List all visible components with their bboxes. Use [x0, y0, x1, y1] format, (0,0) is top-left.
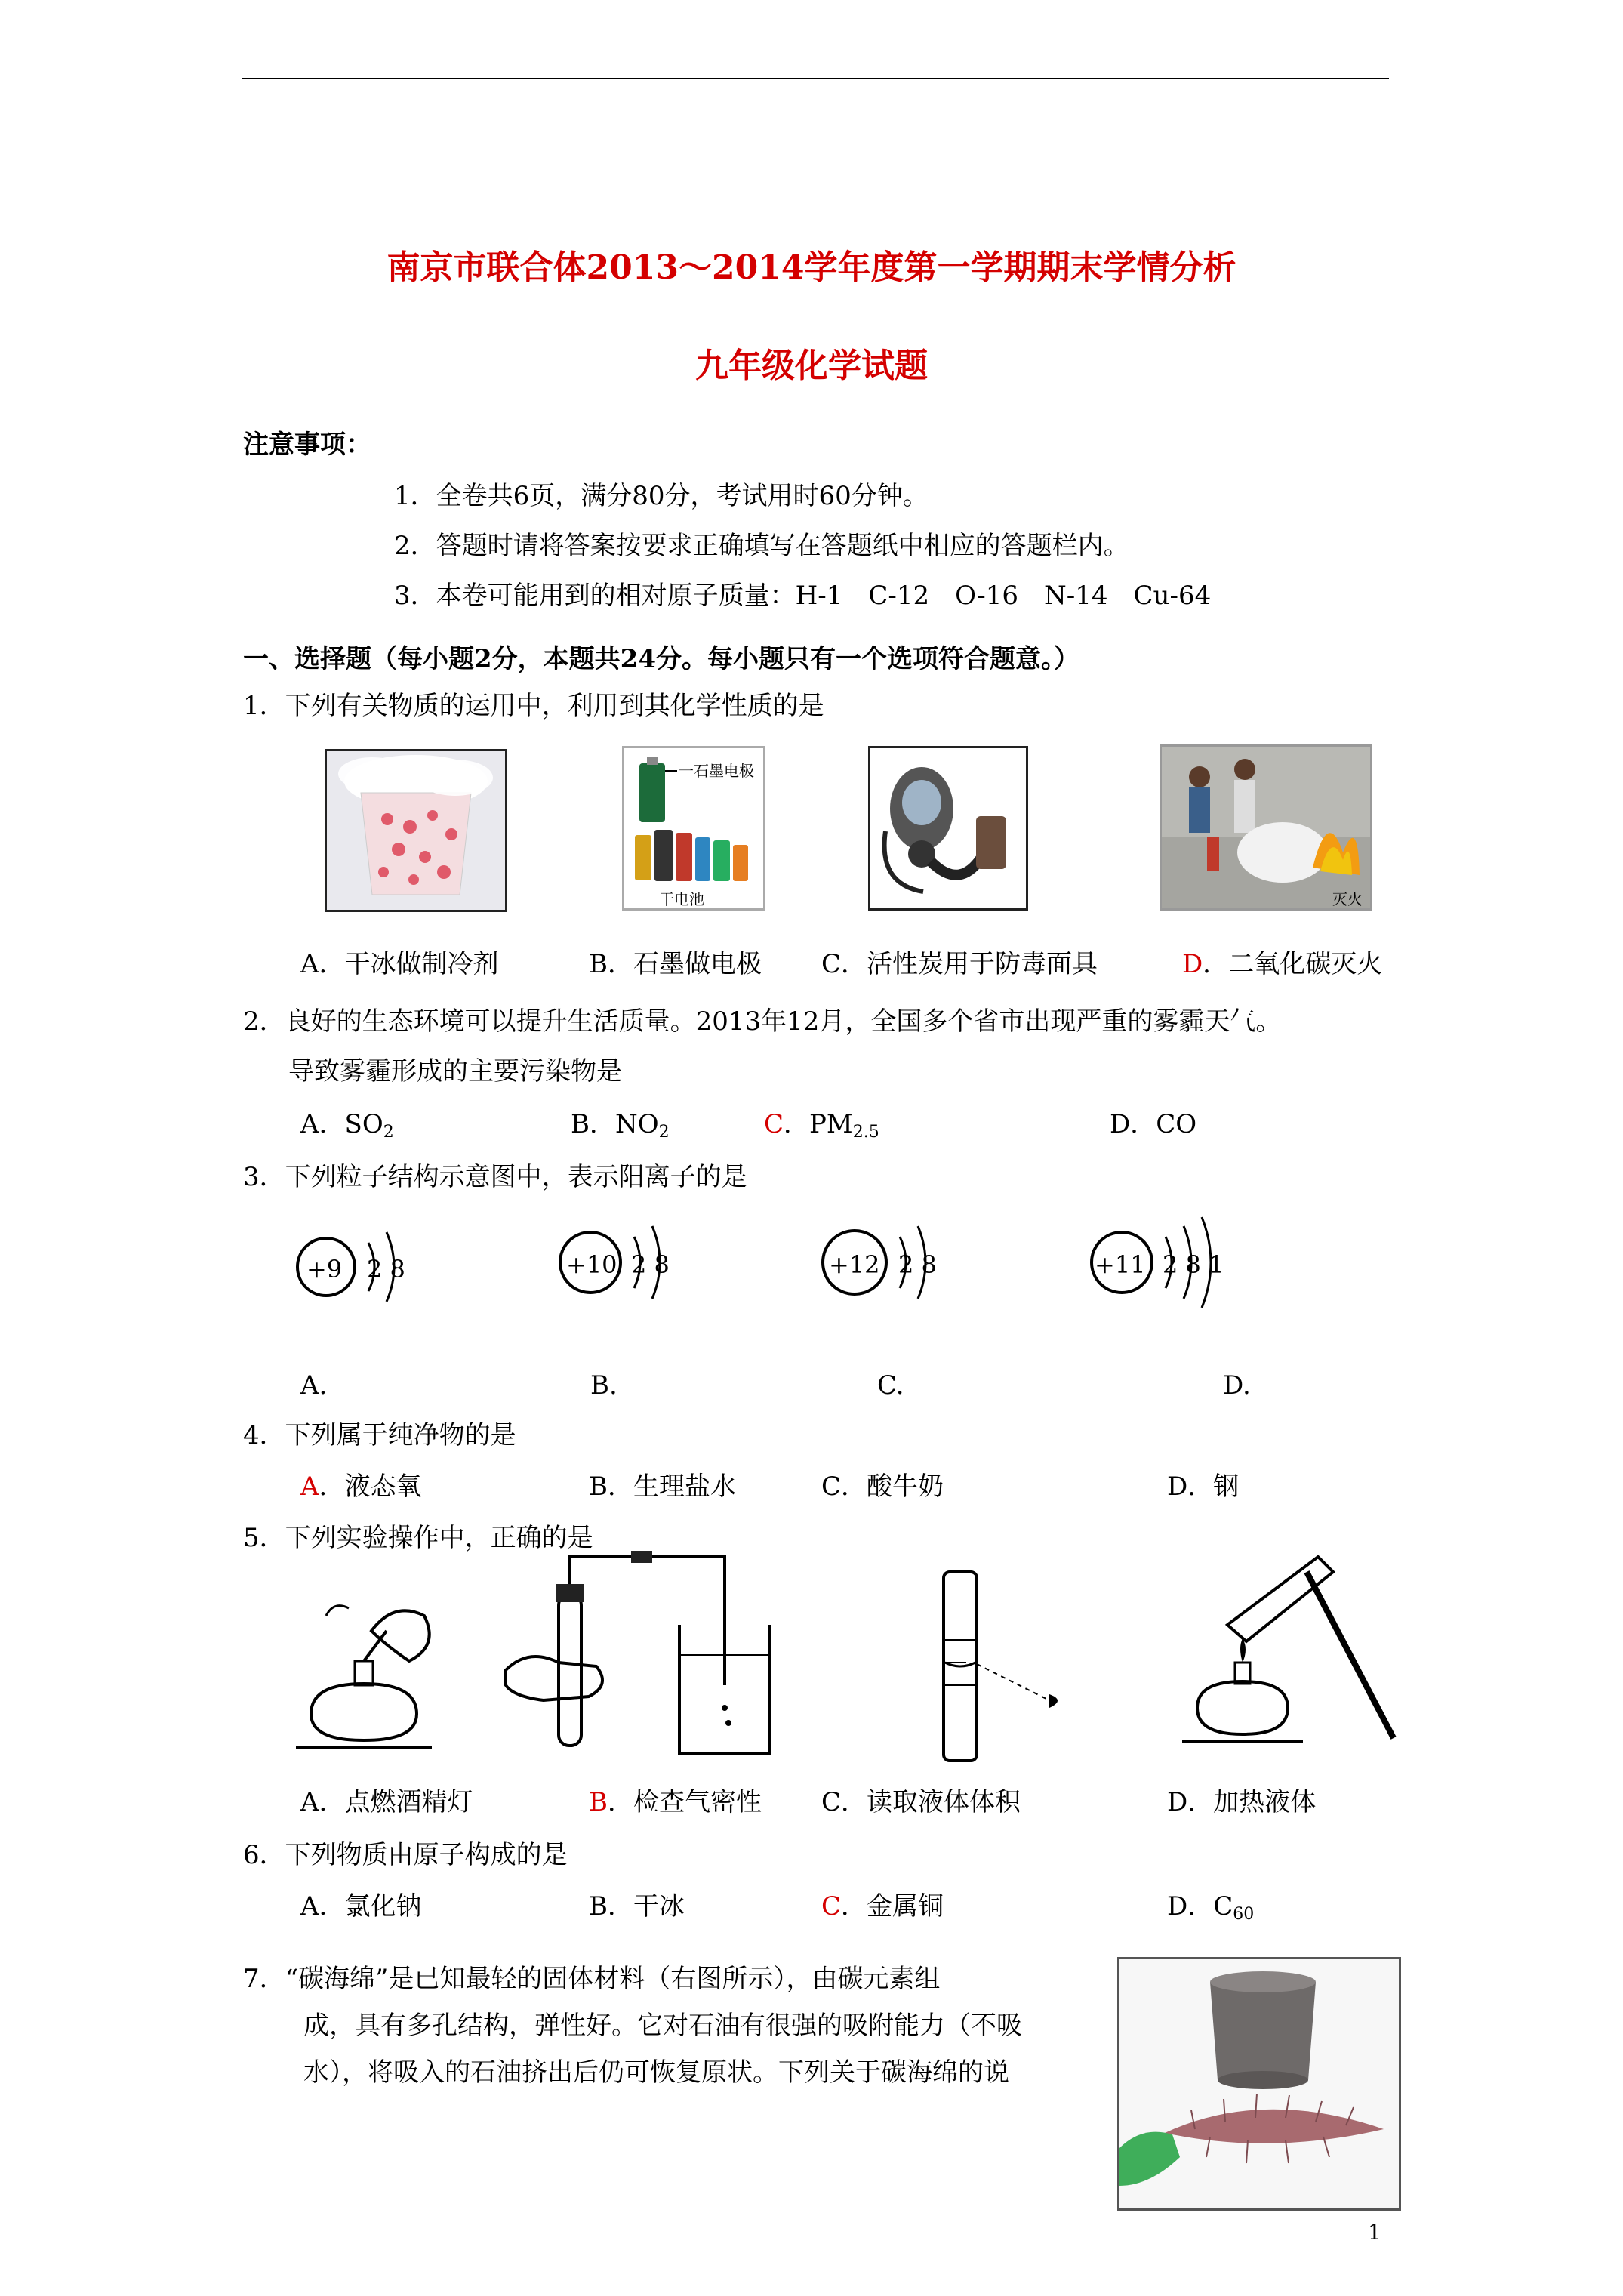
q4-option-b-letter: B	[589, 1472, 608, 1502]
section-heading: 一、选择题（每小题2分，本题共24分。每小题只有一个选项符合题意。）	[243, 644, 1079, 674]
q6-option-a-letter: A	[300, 1891, 319, 1922]
q4-option-b-text: ．生理盐水	[608, 1472, 736, 1502]
atom-b-nucleus: +10	[566, 1250, 617, 1279]
q1-option-d-letter: D	[1182, 949, 1203, 979]
q5-option-a-text: ．点燃酒精灯	[319, 1787, 473, 1817]
q3-label-d: D.	[1223, 1370, 1251, 1401]
q5-option-d	[1167, 1789, 1316, 1815]
q3-stem: 3．下列粒子结构示意图中，表示阳离子的是	[243, 1162, 747, 1192]
q7-line1: 7．“碳海绵”是已知最轻的固体材料（右图所示），由碳元素组	[243, 1964, 941, 1994]
q2-option-b-letter: B	[571, 1109, 590, 1139]
q6-option-d-sub: 60	[1233, 1905, 1255, 1924]
q5-option-c-text: ．读取液体体积	[841, 1787, 1021, 1817]
q1-option-d	[1182, 951, 1382, 977]
q1-option-b	[589, 951, 762, 977]
page-subtitle: 九年级化学试题	[695, 347, 928, 385]
q1-option-b-text: ．石墨做电极	[608, 949, 762, 979]
q2-option-d-text: ．CO	[1130, 1109, 1197, 1139]
read-volume-image	[898, 1564, 1087, 1768]
q6-option-c	[821, 1891, 944, 1922]
q1-option-c-letter: C	[821, 949, 842, 979]
q2-option-a-sub: 2	[383, 1123, 394, 1142]
q2-option-b-text: ．NO	[590, 1109, 659, 1139]
q1-option-a-letter: A	[300, 949, 319, 979]
q5-option-d-letter: D	[1167, 1787, 1188, 1817]
q1-option-c-text: ．活性炭用于防毒面具	[841, 949, 1098, 979]
q6-option-d-letter: D	[1167, 1891, 1188, 1922]
q1-option-c	[821, 951, 1098, 977]
battery-label: 干电池	[659, 890, 704, 908]
q4-option-d-letter: D	[1167, 1472, 1188, 1502]
q2-option-a-letter: A	[300, 1109, 319, 1139]
q3-label-a: A.	[300, 1370, 328, 1401]
atom-diagram-c	[809, 1207, 975, 1327]
q5-stem: 5．下列实验操作中，正确的是	[243, 1523, 593, 1553]
q4-option-a	[300, 1472, 422, 1502]
q1-stem: 1．下列有关物质的运用中，利用到其化学性质的是	[243, 691, 824, 721]
q6-option-c-letter: C	[821, 1891, 842, 1922]
q4-option-a-text: ．液态氧	[319, 1472, 422, 1502]
atom-d-shells: 2 8 1	[1163, 1250, 1224, 1279]
atom-b-shells: 2 8	[631, 1250, 670, 1279]
page-title: 南京市联合体2013～2014学年度第一学期期末学情分析	[387, 248, 1236, 287]
q4-option-b	[589, 1472, 736, 1502]
graphite-label: 一石墨电极	[679, 762, 754, 780]
q2-option-c-letter: C	[764, 1109, 784, 1139]
q2-option-c-text: ．PM	[784, 1109, 853, 1139]
gas-mask-image	[868, 746, 1028, 911]
q7-line3: 水），将吸入的石油挤出后仍可恢复原状。下列关于碳海绵的说	[303, 2057, 1009, 2088]
note-item-1: 1．全卷共6页，满分80分，考试用时60分钟。	[394, 481, 929, 511]
q5-option-b-letter: B	[589, 1787, 608, 1817]
q5-option-d-text: ．加热液体	[1187, 1787, 1317, 1817]
q6-option-b-text: ．干冰	[608, 1891, 685, 1922]
note-item-3: 3．本卷可能用到的相对原子质量：H-1 C-12 O-16 N-14 Cu-64	[394, 581, 1212, 611]
atom-diagram-a	[287, 1207, 438, 1327]
graphite-battery-image	[622, 746, 765, 911]
alcohol-lamp-lighting-image	[281, 1601, 454, 1759]
atom-a-shells: 2 8	[367, 1255, 405, 1284]
notes-heading: 注意事项：	[243, 430, 371, 460]
q6-option-a-text: ．氯化钠	[319, 1891, 422, 1922]
q5-option-c-letter: C	[821, 1787, 842, 1817]
q2-option-a	[300, 1111, 394, 1141]
q4-option-d-text: ．钢	[1187, 1472, 1240, 1502]
atom-a-nucleus: +9	[306, 1255, 343, 1284]
fire-extinguish-image	[1160, 744, 1372, 911]
q5-option-a-letter: A	[300, 1787, 319, 1817]
q4-stem: 4．下列属于纯净物的是	[243, 1420, 516, 1450]
q5-option-a	[300, 1789, 473, 1815]
q4-option-a-letter: A	[300, 1472, 319, 1502]
q3-label-b: B.	[590, 1370, 617, 1401]
atom-c-nucleus: +12	[829, 1250, 880, 1279]
q1-option-a-text: ．干冰做制冷剂	[319, 949, 499, 979]
q3-label-c: C.	[877, 1370, 904, 1401]
q4-option-c-text: ．酸牛奶	[841, 1472, 944, 1502]
heat-liquid-image	[1175, 1549, 1416, 1761]
q6-option-d	[1167, 1891, 1255, 1924]
atom-d-nucleus: +11	[1095, 1250, 1146, 1279]
q6-option-a	[300, 1891, 422, 1922]
page-number: 1	[1368, 2220, 1381, 2245]
q6-option-b-letter: B	[589, 1891, 608, 1922]
q5-option-b-text: ．检查气密性	[608, 1787, 762, 1817]
q5-option-c	[821, 1789, 1021, 1815]
fire-label: 灭火	[1332, 890, 1363, 908]
q2-option-d-letter: D	[1110, 1109, 1131, 1139]
q5-option-b	[589, 1789, 762, 1815]
q1-option-b-letter: B	[589, 949, 608, 979]
q7-line2: 成，具有多孔结构，弹性好。它对石油有很强的吸附能力（不吸	[303, 2011, 1022, 2041]
q6-option-c-text: ．金属铜	[841, 1891, 944, 1922]
q1-option-d-text: ．二氧化碳灭火	[1203, 949, 1383, 979]
q6-option-b	[589, 1891, 685, 1922]
q2-stem-line1: 2．良好的生态环境可以提升生活质量。2013年12月，全国多个省市出现严重的雾霾天气。	[243, 1006, 1282, 1037]
q2-option-c-sub: 2.5	[852, 1123, 879, 1142]
carbon-sponge-image	[1117, 1957, 1401, 2211]
note-item-2: 2．答题时请将答案按要求正确填写在答题纸中相应的答题栏内。	[394, 531, 1129, 561]
q2-option-a-text: ．SO	[319, 1109, 383, 1139]
atom-diagram-b	[548, 1207, 699, 1327]
header-rule	[242, 78, 1389, 79]
dry-ice-image	[325, 749, 507, 912]
atom-diagram-d	[1079, 1205, 1276, 1326]
q4-option-d	[1167, 1472, 1240, 1502]
q2-option-c	[764, 1111, 879, 1141]
q6-stem: 6．下列物质由原子构成的是	[243, 1840, 568, 1870]
q4-option-c	[821, 1472, 944, 1502]
q4-option-c-letter: C	[821, 1472, 842, 1502]
q2-option-b-sub: 2	[658, 1123, 670, 1142]
q2-option-d	[1110, 1111, 1196, 1137]
q2-option-b	[571, 1111, 670, 1141]
q2-stem-line2: 导致雾霾形成的主要污染物是	[288, 1056, 622, 1086]
atom-c-shells: 2 8	[898, 1250, 937, 1279]
q6-option-d-text: ．C	[1187, 1891, 1233, 1922]
airtightness-check-image	[498, 1534, 800, 1761]
q1-option-a	[300, 951, 499, 977]
